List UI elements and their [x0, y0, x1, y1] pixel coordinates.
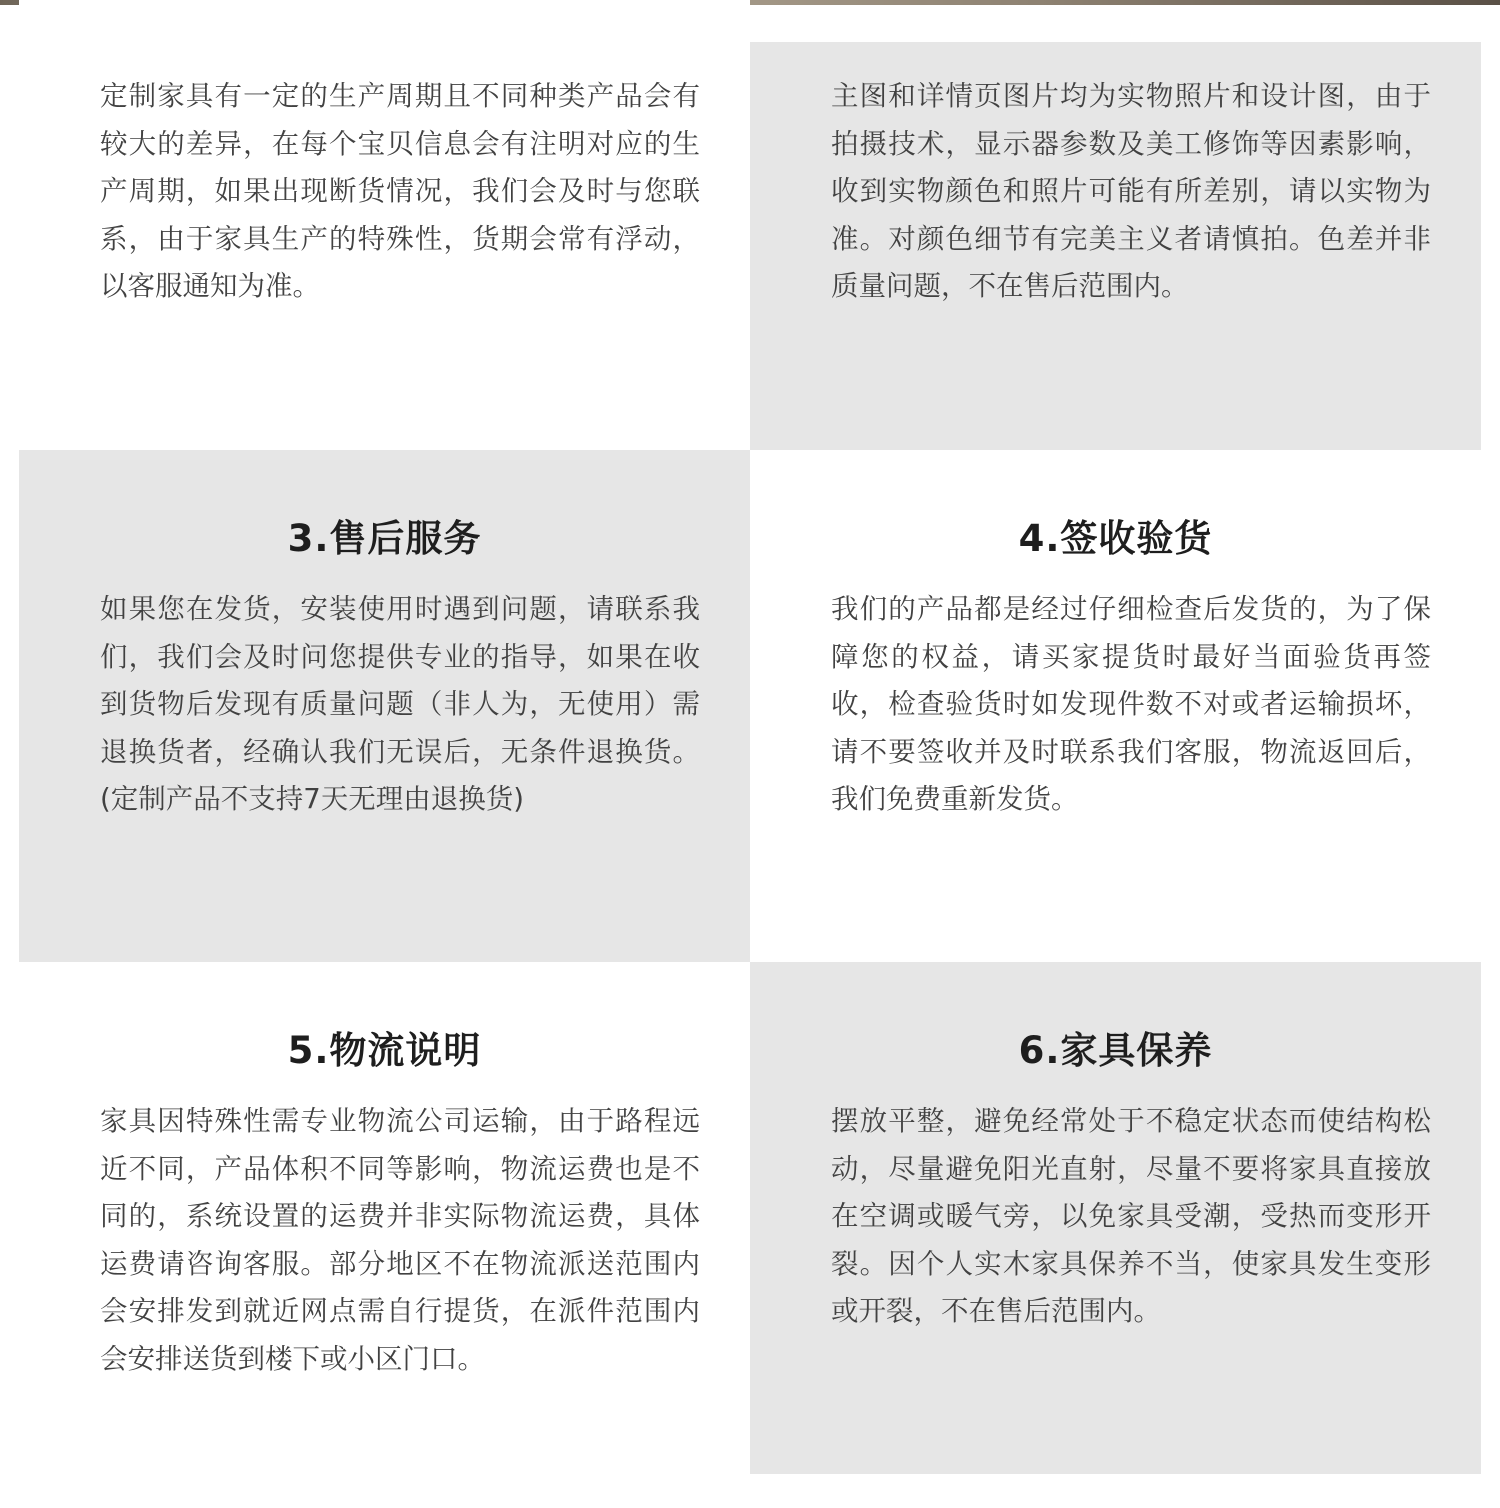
section-title: 4.签收验货: [1018, 517, 1213, 560]
section-title: 3.售后服务: [287, 517, 482, 560]
section-receipt-inspection: [750, 450, 1481, 962]
section-product-images: [750, 42, 1481, 450]
section-production-cycle: [19, 0, 750, 512]
section-after-sales: [19, 450, 750, 962]
section-furniture-care: [750, 962, 1481, 1474]
section-body: 主图和详情页图片均为实物照片和设计图，由于拍摄技术，显示器参数及美工修饰等因素影响，收到实物颜色和照片可能有所差别，请以实物为准。对颜色细节有完美主义者请慎拍。色差并非质量问题，不在售后范围内。: [831, 80, 1431, 302]
section-body: 如果您在发货，安装使用时遇到问题，请联系我们，我们会及时问您提供专业的指导，如果在收到货物后发现有质量问题（非人为，无使用）需退换货者，经确认我们无误后，无条件退换货。(定制产品不支持7天无理由退换货): [100, 593, 700, 815]
section-body: 定制家具有一定的生产周期且不同种类产品会有较大的差异，在每个宝贝信息会有注明对应的生产周期，如果出现断货情况，我们会及时与您联系，由于家具生产的特殊性，货期会常有浮动，以客服通知为准。: [100, 80, 700, 302]
section-body: 我们的产品都是经过仔细检查后发货的，为了保障您的权益，请买家提货时最好当面验货再签收，检查验货时如发现件数不对或者运输损坏，请不要签收并及时联系我们客服，物流返回后，我们免费重新发货。: [831, 593, 1431, 815]
section-body: 家具因特殊性需专业物流公司运输，由于路程远近不同，产品体积不同等影响，物流运费也是不同的，系统设置的运费并非实际物流运费，具体运费请咨询客服。部分地区不在物流派送范围内会安排发到就近网点需自行提货，在派件范围内会安排送货到楼下或小区门口。: [100, 1105, 700, 1375]
section-logistics: [19, 962, 750, 1474]
section-title: 6.家具保养: [1018, 1029, 1213, 1072]
section-title: 5.物流说明: [287, 1029, 482, 1072]
section-body: 摆放平整，避免经常处于不稳定状态而使结构松动，尽量避免阳光直射，尽量不要将家具直接放在空调或暖气旁，以免家具受潮，受热而变形开裂。因个人实木家具保养不当，使家具发生变形或开裂，不在售后范围内。: [831, 1105, 1431, 1327]
